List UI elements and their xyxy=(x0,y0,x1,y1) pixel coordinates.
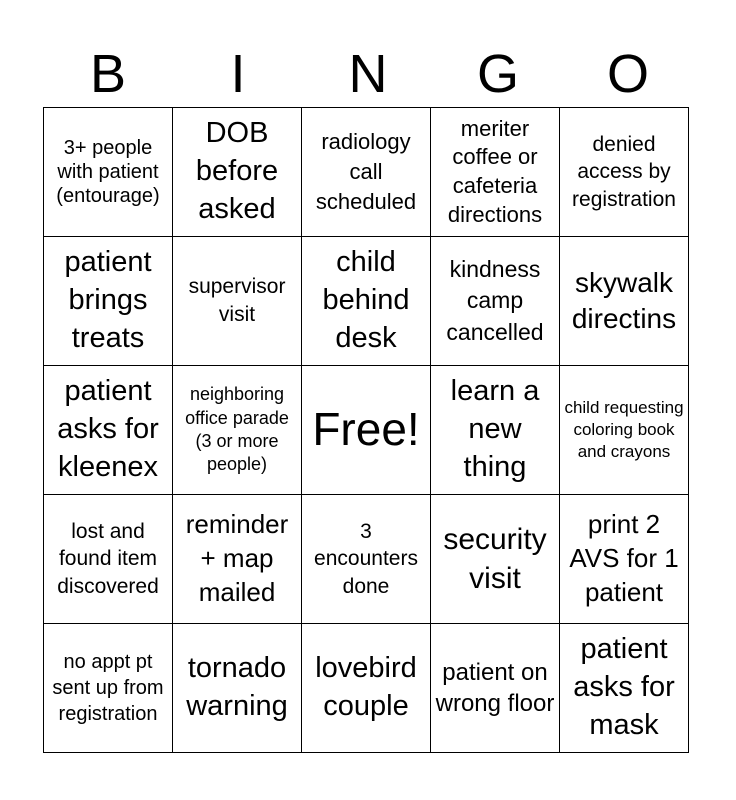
grid-row-4 xyxy=(44,495,689,624)
bingo-cell[interactable]: kindness camp cancelled xyxy=(431,237,560,366)
bingo-cell[interactable]: security visit xyxy=(431,495,560,624)
bingo-cell[interactable]: tornado warning xyxy=(173,624,302,753)
bingo-grid xyxy=(43,107,689,753)
bingo-cell[interactable]: lovebird couple xyxy=(302,624,431,753)
bingo-cell[interactable]: patient asks for mask xyxy=(560,624,689,753)
bingo-header xyxy=(43,40,693,108)
bingo-cell[interactable]: 3 encounters done xyxy=(302,495,431,624)
bingo-cell[interactable]: child requesting coloring book and crayons xyxy=(560,366,689,495)
header-letter-n: N xyxy=(348,44,388,104)
bingo-cell[interactable]: meriter coffee or cafeteria directions xyxy=(431,108,560,237)
bingo-cell[interactable]: 3+ people with patient (entourage) xyxy=(44,108,173,237)
bingo-cell[interactable]: lost and found item discovered xyxy=(44,495,173,624)
header-letter-o: O xyxy=(606,44,649,104)
header-letter-b: B xyxy=(89,44,127,104)
grid-row-5 xyxy=(44,624,689,753)
bingo-cell[interactable]: supervisor visit xyxy=(173,237,302,366)
header-letter-g: G xyxy=(476,44,519,104)
bingo-cell[interactable]: denied access by registration xyxy=(560,108,689,237)
bingo-cell[interactable]: patient asks for kleenex xyxy=(44,366,173,495)
bingo-cell[interactable]: learn a new thing xyxy=(431,366,560,495)
header-letter-i: I xyxy=(230,44,246,104)
bingo-cell[interactable]: DOB before asked xyxy=(173,108,302,237)
bingo-cell[interactable]: radiology call scheduled xyxy=(302,108,431,237)
bingo-cell[interactable]: child behind desk xyxy=(302,237,431,366)
grid-row-3 xyxy=(44,366,689,495)
bingo-cell[interactable]: no appt pt sent up from registration xyxy=(44,624,173,753)
bingo-cell[interactable]: patient brings treats xyxy=(44,237,173,366)
bingo-cell[interactable]: print 2 AVS for 1 patient xyxy=(560,495,689,624)
bingo-cell[interactable]: Free! xyxy=(302,366,431,495)
grid-row-1 xyxy=(44,108,689,237)
bingo-cell[interactable]: patient on wrong floor xyxy=(431,624,560,753)
bingo-cell[interactable]: skywalk directins xyxy=(560,237,689,366)
grid-row-2 xyxy=(44,237,689,366)
bingo-cell[interactable]: neighboring office parade (3 or more people) xyxy=(173,366,302,495)
bingo-cell[interactable]: reminder + map mailed xyxy=(173,495,302,624)
